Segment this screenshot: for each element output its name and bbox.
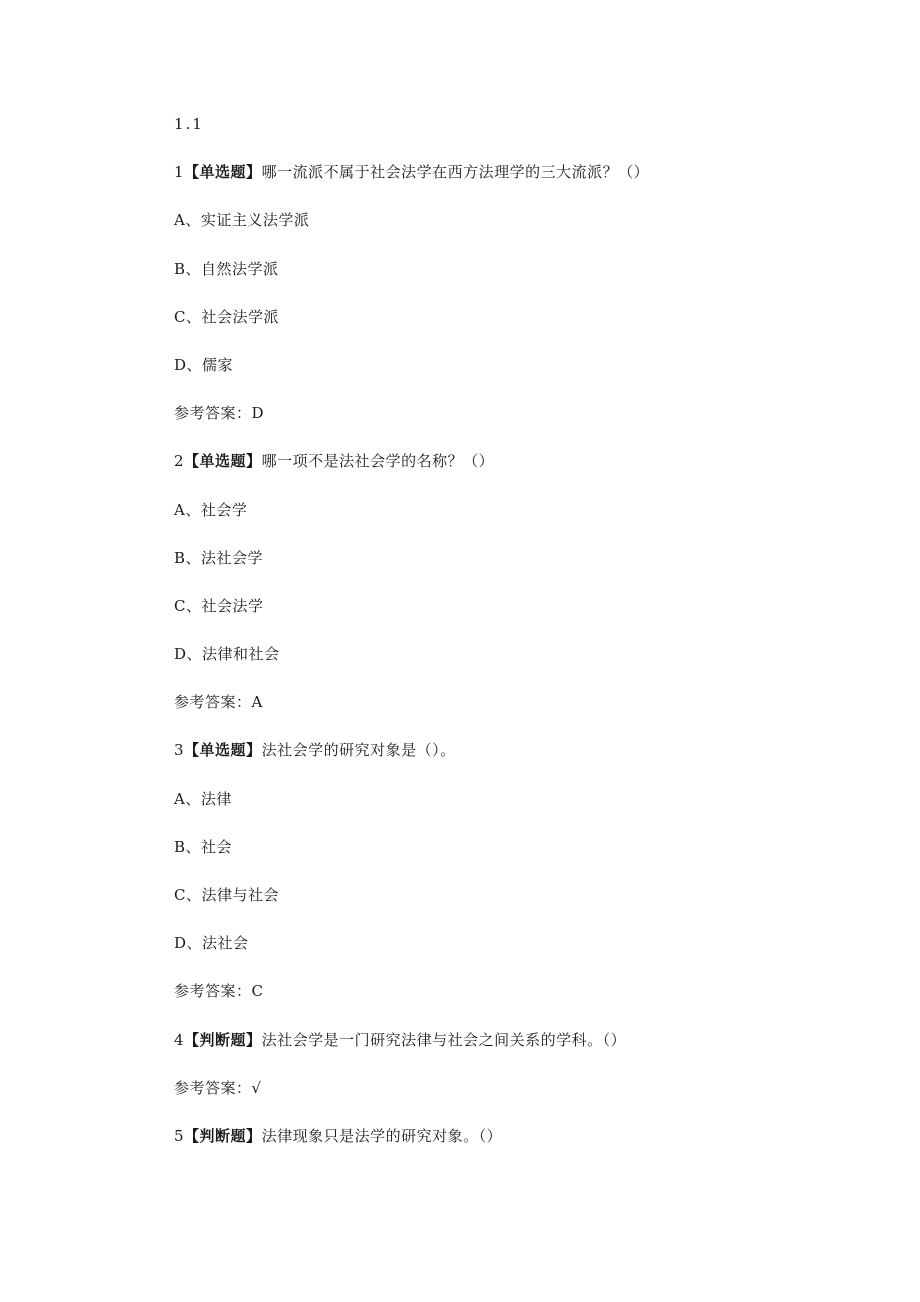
- question-5: [174, 1124, 874, 1148]
- option-b: B、自然法学派: [174, 259, 279, 278]
- question-type-tag: 【判断题】: [184, 1030, 262, 1049]
- document-page: [174, 112, 874, 1172]
- question-4: [174, 1028, 874, 1052]
- question-text: 法社会学是一门研究法律与社会之间关系的学科。（）: [261, 1030, 627, 1049]
- question-number: 3: [174, 741, 185, 760]
- section-title: 1.1: [174, 115, 204, 133]
- option-d: D、法社会: [174, 934, 249, 953]
- question-2: [174, 449, 874, 473]
- option-c: C、社会法学: [174, 596, 264, 615]
- question-number: 1: [174, 163, 185, 182]
- question-number: 4: [174, 1030, 185, 1049]
- question-type-tag: 【单选题】: [184, 741, 262, 760]
- option-a: A、法律: [174, 789, 232, 808]
- option-a: A、实证主义法学派: [174, 211, 310, 230]
- question-text: 哪一流派不属于社会法学在西方法理学的三大流派？（）: [261, 163, 650, 182]
- question-number: 5: [174, 1126, 185, 1145]
- option-c: C、社会法学派: [174, 307, 279, 326]
- question-3: [174, 738, 874, 762]
- option-d: D、法律和社会: [174, 645, 280, 664]
- question-type-tag: 【单选题】: [184, 452, 262, 471]
- reference-answer: 参考答案：C: [174, 982, 264, 1001]
- option-a: A、社会学: [174, 500, 248, 519]
- option-b: B、社会: [174, 837, 233, 856]
- question-text: 法社会学的研究对象是（）。: [261, 741, 456, 760]
- option-d: D、儒家: [174, 355, 234, 374]
- question-1: [174, 160, 874, 184]
- reference-answer: 参考答案：A: [174, 693, 263, 712]
- question-text: 哪一项不是法社会学的名称？（）: [261, 452, 495, 471]
- question-type-tag: 【判断题】: [184, 1126, 262, 1145]
- question-text: 法律现象只是法学的研究对象。（）: [261, 1126, 503, 1145]
- option-b: B、法社会学: [174, 548, 264, 567]
- option-c: C、法律与社会: [174, 886, 279, 904]
- reference-answer: 参考答案：D: [174, 404, 265, 423]
- question-number: 2: [174, 452, 185, 471]
- question-type-tag: 【单选题】: [184, 163, 262, 182]
- reference-answer: 参考答案：√: [174, 1078, 262, 1097]
